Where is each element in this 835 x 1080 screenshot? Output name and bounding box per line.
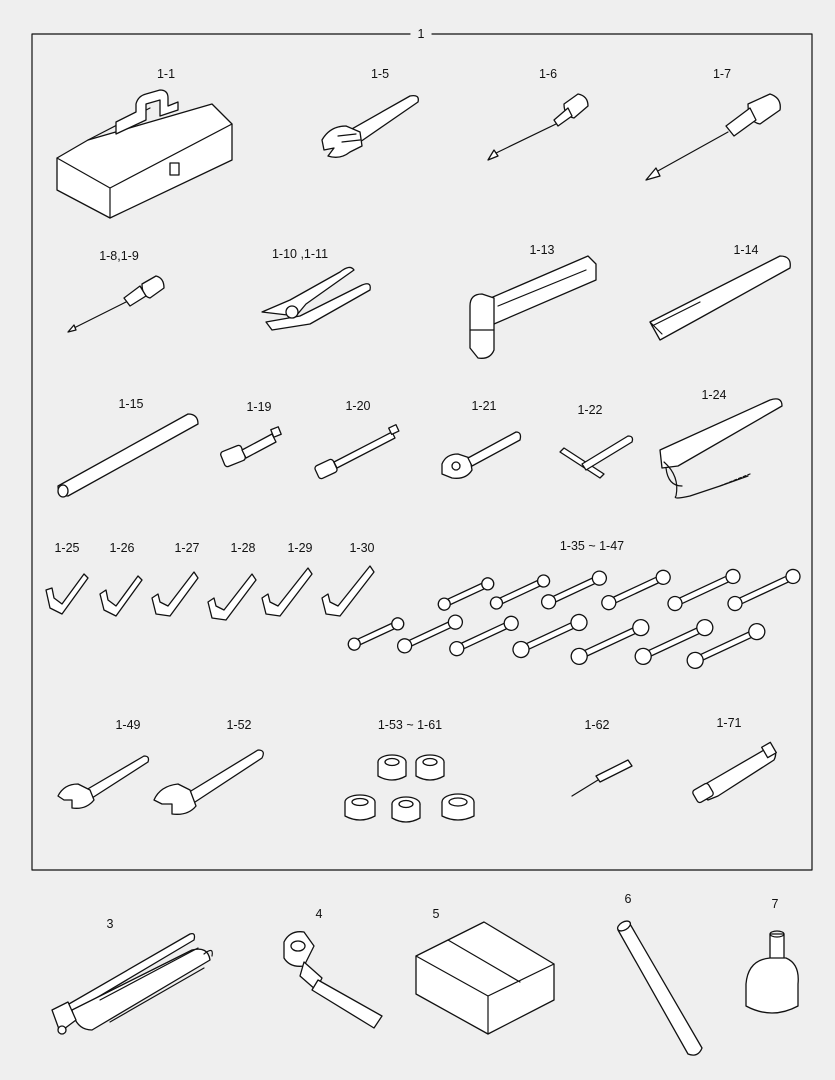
- label-1-53: 1-53 ~ 1-61: [377, 718, 443, 732]
- bar-icon: [58, 414, 198, 497]
- grease-gun-icon: [52, 934, 212, 1034]
- adjustable-wrench-icon: [322, 96, 418, 158]
- large-screwdriver-icon: [646, 94, 780, 180]
- label-1-14: 1-14: [733, 243, 759, 257]
- spanner-icon: [58, 756, 149, 808]
- label-1-62: 1-62: [584, 718, 610, 732]
- hex-key-icon: [208, 574, 256, 620]
- open-end-wrench-set-icon: [346, 567, 802, 671]
- label-1-30: 1-30: [349, 541, 375, 555]
- label-1-52: 1-52: [226, 718, 252, 732]
- label-1-13: 1-13: [529, 243, 555, 257]
- label-1-26: 1-26: [109, 541, 135, 555]
- label-1-10: 1-10 ,1-11: [271, 247, 329, 261]
- ratchet-handle-icon: [442, 432, 521, 478]
- oil-bottle-icon: [746, 931, 798, 1013]
- label-6: 6: [624, 892, 632, 906]
- label-1-71: 1-71: [716, 716, 742, 730]
- label-1-24: 1-24: [701, 388, 727, 402]
- label-1-19: 1-19: [246, 400, 272, 414]
- t-handle-icon: [560, 436, 633, 478]
- box-icon: [416, 922, 554, 1034]
- label-1-5: 1-5: [370, 67, 390, 81]
- hex-key-icon: [322, 566, 374, 616]
- label-1-6: 1-6: [538, 67, 558, 81]
- short-extension-icon: [220, 427, 281, 468]
- label-1-8: 1-8,1-9: [99, 249, 139, 263]
- toolbox-icon: [57, 90, 232, 218]
- pipe-icon: [616, 919, 702, 1055]
- large-spanner-icon: [154, 750, 263, 814]
- label-4: 4: [315, 907, 323, 921]
- hex-key-icon: [46, 574, 88, 614]
- label-1-25: 1-25: [54, 541, 80, 555]
- label-1-22: 1-22: [577, 403, 603, 417]
- chain-wrench-icon: [660, 399, 782, 498]
- label-1-7: 1-7: [712, 67, 732, 81]
- small-screwdriver-icon: [488, 94, 588, 160]
- pliers-icon: [262, 267, 370, 330]
- socket-set-icon: [345, 755, 474, 822]
- label-1-28: 1-28: [230, 541, 256, 555]
- phillips-screwdriver-icon: [68, 276, 164, 332]
- hex-key-icon: [152, 572, 198, 616]
- grease-nozzle-icon: [284, 932, 382, 1028]
- chisel-icon: [650, 256, 790, 340]
- label-5: 5: [432, 907, 440, 921]
- label-1-27: 1-27: [174, 541, 200, 555]
- socket-extension-icon: [692, 742, 777, 803]
- hammer-icon: [470, 256, 596, 358]
- label-1-29: 1-29: [287, 541, 313, 555]
- label-1-21: 1-21: [471, 399, 497, 413]
- group-1-label: 1: [417, 27, 425, 41]
- label-3: 3: [106, 917, 114, 931]
- hex-key-icon: [262, 568, 312, 616]
- label-1-49: 1-49: [115, 718, 141, 732]
- long-extension-icon: [314, 425, 399, 480]
- hex-keys-group: [46, 566, 374, 620]
- label-1-35: 1-35 ~ 1-47: [559, 539, 625, 553]
- label-1-15: 1-15: [118, 397, 144, 411]
- label-1-1: 1-1: [156, 67, 176, 81]
- hex-key-icon: [100, 576, 142, 616]
- label-1-20: 1-20: [345, 399, 371, 413]
- small-driver-icon: [572, 760, 632, 796]
- label-7: 7: [771, 897, 779, 911]
